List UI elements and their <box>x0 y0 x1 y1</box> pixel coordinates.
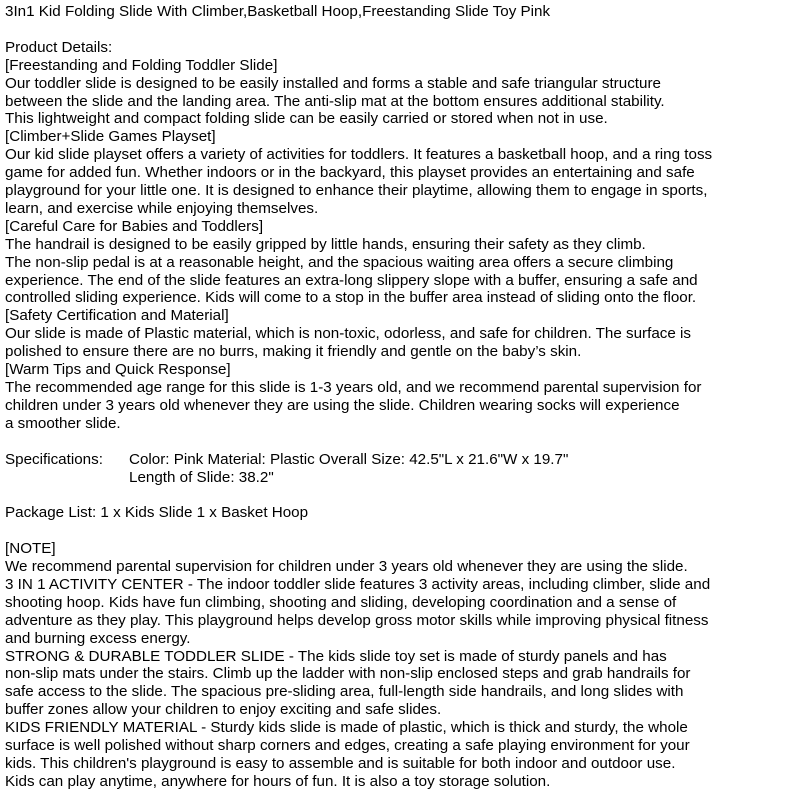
specifications-line: Color: Pink Material: Plastic Overall Size: 42.5"L x 21.6"W x 19.7" <box>129 450 569 468</box>
spacer <box>5 486 797 504</box>
section-heading: [Freestanding and Folding Toddler Slide] <box>5 56 278 74</box>
note-line: non-slip mats under the stairs. Climb up the ladder with non-slip enclosed steps and grab handrails for <box>5 665 691 683</box>
note-line: surface is well polished without sharp corners and edges, creating a safe playing environment for your <box>5 737 690 755</box>
paragraph-line: Our kid slide playset offers a variety of activities for toddlers. It features a basketball hoop, and a ring toss <box>5 146 713 164</box>
paragraph-line: The handrail is designed to be easily gripped by little hands, ensuring their safety as they climb. <box>5 235 646 253</box>
paragraph-line: experience. The end of the slide features an extra-long slippery slope with a buffer, ensuring a safe and <box>5 271 698 289</box>
spacer <box>5 21 797 39</box>
paragraph-line: polished to ensure there are no burrs, making it friendly and gentle on the baby’s skin. <box>5 343 582 361</box>
paragraph-line: Our toddler slide is designed to be easily installed and forms a stable and safe triangular structure <box>5 74 661 92</box>
package-list: Package List: 1 x Kids Slide 1 x Basket Hoop <box>5 504 309 522</box>
note-line: KIDS FRIENDLY MATERIAL - Sturdy kids slide is made of plastic, which is thick and sturdy, the whole <box>5 719 688 737</box>
paragraph-line: This lightweight and compact folding slide can be easily carried or stored when not in use. <box>5 110 608 128</box>
specifications-values <box>129 451 568 487</box>
note-heading: [NOTE] <box>5 540 56 558</box>
specifications-label: Specifications: <box>5 450 103 468</box>
note-line: safe access to the slide. The spacious pre-sliding area, full-length side handrails, and long slides with <box>5 683 684 701</box>
spacer <box>5 522 797 540</box>
paragraph-line: The non-slip pedal is at a reasonable height, and the spacious waiting area offers a secure climbing <box>5 253 674 271</box>
section-heading: [Safety Certification and Material] <box>5 307 229 325</box>
product-title: 3In1 Kid Folding Slide With Climber,Basketball Hoop,Freestanding Slide Toy Pink <box>5 3 551 20</box>
note-line: buffer zones allow your children to enjoy exciting and safe slides. <box>5 701 442 719</box>
note-line: 3 IN 1 ACTIVITY CENTER - The indoor toddler slide features 3 activity areas, including climber, slide and <box>5 575 711 593</box>
note-line: Kids can play anytime, anywhere for hours of fun. It is also a toy storage solution. <box>5 772 551 790</box>
paragraph-line: game for added fun. Whether indoors or in the backyard, this playset provides an entertaining and safe <box>5 164 695 182</box>
spacer <box>5 433 797 451</box>
note-line: adventure as they play. This playground helps develop gross motor skills while improving physical fitness <box>5 611 709 629</box>
specifications <box>5 451 797 487</box>
paragraph-line: Our slide is made of Plastic material, which is non-toxic, odorless, and safe for children. The surface is <box>5 325 691 343</box>
paragraph-line: children under 3 years old whenever they are using the slide. Children wearing socks will experience <box>5 396 680 414</box>
specifications-line: Length of Slide: 38.2" <box>129 468 274 486</box>
paragraph-line: between the slide and the landing area. The anti-slip mat at the bottom ensures additional stability. <box>5 92 665 110</box>
note-line: We recommend parental supervision for children under 3 years old whenever they are using the slide. <box>5 558 688 576</box>
paragraph-line: The recommended age range for this slide is 1-3 years old, and we recommend parental supervision for <box>5 379 702 397</box>
paragraph-line: controlled sliding experience. Kids will come to a stop in the buffer area instead of sliding onto the floor. <box>5 289 697 307</box>
section-heading: [Climber+Slide Games Playset] <box>5 128 216 146</box>
section-heading: [Warm Tips and Quick Response] <box>5 361 231 379</box>
paragraph-line: playground for your little one. It is designed to enhance their playtime, allowing them to engage in sports, <box>5 182 708 200</box>
note-line: and burning excess energy. <box>5 629 191 647</box>
paragraph-line: a smoother slide. <box>5 414 121 432</box>
note-line: shooting hoop. Kids have fun climbing, shooting and sliding, developing coordination and a sense of <box>5 593 677 611</box>
section-heading: [Careful Care for Babies and Toddlers] <box>5 217 264 235</box>
note-line: kids. This children's playground is easy to assemble and is suitable for both indoor and outdoor use. <box>5 755 676 772</box>
note-line: STRONG & DURABLE TODDLER SLIDE - The kids slide toy set is made of sturdy panels and has <box>5 647 667 665</box>
product-details-heading: Product Details: <box>5 38 113 56</box>
paragraph-line: learn, and exercise while enjoying themselves. <box>5 199 319 217</box>
